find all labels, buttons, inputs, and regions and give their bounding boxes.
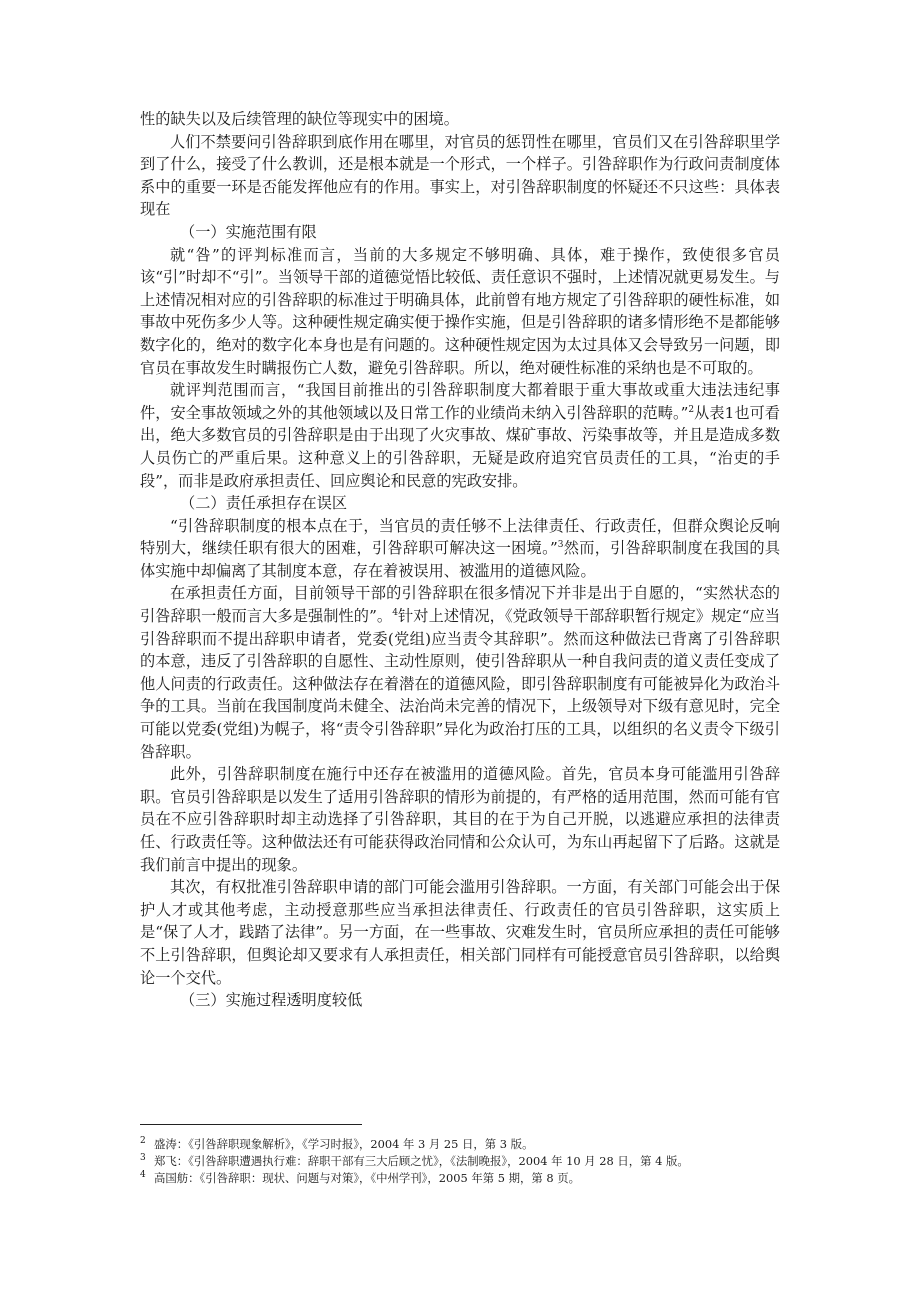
paragraph-text: 就评判范围而言，“我国目前推出的引咎辞职制度大都着眼于重大事故或重大违法违纪事件，安全事故领域之外的其他领域以及日常工作的业绩尚未纳入引咎辞职的范畴。” xyxy=(140,381,780,422)
paragraph: 性的缺失以及后续管理的缺位等现实中的困境。 xyxy=(140,110,459,128)
footnote-ref: 4 xyxy=(392,608,398,618)
section-heading: （三）实施过程透明度较低 xyxy=(180,991,363,1010)
footnote-separator xyxy=(140,1124,362,1125)
paragraph: 此外，引咎辞职制度在施行中还存在被滥用的道德风险。首先，官员本身可能滥用引咎辞职。官员引咎辞职是以发生了适用引咎辞职的情形为前提的，有严格的适用范围，然而可能有官员在不应引咎辞职时却主动选择了引咎辞职，其目的在于为自己开脱，以逃避应承担的法律责任、行政责任等。这种做法还有可能获得政治同情和公众认可，为东山再起留下了后路。这就是我们前言中提出的现象。 xyxy=(140,765,780,874)
document-body xyxy=(140,108,780,1012)
section-heading: （一）实施范围有限 xyxy=(180,222,317,241)
paragraph-text: 然而，引咎辞职制度在我国的具体实施中却偏离了其制度本意，存在着被误用、被滥用的道德风险。 xyxy=(140,539,781,580)
footnotes xyxy=(140,1136,800,1187)
footnote-ref: 3 xyxy=(557,540,564,551)
section-heading: （二）责任承担存在误区 xyxy=(180,494,348,513)
footnote-text: 高国舫：《引咎辞职：现状、问题与对策》，《中州学刊》，2005 年第 5 期，第 8 页。 xyxy=(154,1171,581,1185)
paragraph-text: 针对上述情况，《党政领导干部辞职暂行规定》规定“应当引咎辞职而不提出辞职申请者，党委(党组)应当责令其辞职”。然而这种做法已背离了引咎辞职的本意，违反了引咎辞职的自愿性、主动性原则，使引咎辞职从一种自我问责的道义责任变成了他人问责的行政责任。这种做法存在着潜在的道德风险，即引咎辞职制度有可能被异化为政治斗争的工具。当前在我国制度尚未健全、法治尚未完善的情况下，上级领导对下级有意见时，完全可能以党委(党组)为幌子，将“责令引咎辞职”异化为政治打压的工具，以组织的名义责令下级引咎辞职。 xyxy=(140,607,781,761)
paragraph xyxy=(140,515,780,583)
footnote: 2 盛涛：《引咎辞职现象解析》，《学习时报》，2004 年 3 月 25 日，第 3 版。 xyxy=(140,1136,534,1151)
footnote-text: 盛涛：《引咎辞职现象解析》，《学习时报》，2004 年 3 月 25 日，第 3 版。 xyxy=(154,1137,534,1151)
paragraph-text: 从表1也可看出，绝大多数官员的引咎辞职是由于出现了火灾事故、煤矿事故、污染事故等，并且是造成多数人员伤亡的严重后果。这种意义上的引咎辞职，无疑是政府追究官员责任的工具，“治吏的手段”，而非是政府承担责任、回应舆论和民意的宪政安排。 xyxy=(140,403,780,490)
footnote: 4 高国舫：《引咎辞职：现状、问题与对策》，《中州学刊》，2005 年第 5 期，第 8 页。 xyxy=(140,1170,581,1185)
paragraph xyxy=(140,582,780,763)
paragraph-text: 在承担责任方面，目前领导干部的引咎辞职在很多情况下并非是出于自愿的，“实然状态的引咎辞职一般而言大多是强制性的”。 xyxy=(140,584,780,626)
footnote-text: 郑飞：《引咎辞职遭遇执行难：辞职干部有三大后顾之忧》，《法制晚报》，2004 年 10 月 28 日，第 4 版。 xyxy=(154,1154,689,1168)
paragraph xyxy=(140,379,780,492)
paragraph: 其次，有权批准引咎辞职申请的部门可能会滥用引咎辞职。一方面，有关部门可能会出于保护人才或其他考虑，主动授意那些应当承担法律责任、行政责任的官员引咎辞职，这实质上是“保了人才，践踏了法律”。另一方面，在一些事故、灾难发生时，官员所应承担的责任可能够不上引咎辞职，但舆论却又要求有人承担责任，相关部门同样有可能授意官员引咎辞职，以给舆论一个交代。 xyxy=(140,878,780,987)
footnote: 3 郑飞：《引咎辞职遭遇执行难：辞职干部有三大后顾之忧》，《法制晚报》，2004 年 10 月 28 日，第 4 版。 xyxy=(140,1153,689,1168)
paragraph: 就“咎”的评判标准而言，当前的大多规定不够明确、具体，难于操作，致使很多官员该“引”时却不“引”。当领导干部的道德觉悟比较低、责任意识不强时，上述情况就更易发生。与上述情况相对应的引咎辞职的标准过于明确具体，此前曾有地方规定了引咎辞职的硬性标准，如事故中死伤多少人等。这种硬性规定确实便于操作实施，但是引咎辞职的诸多情形绝不是都能够数字化的，绝对的数字化本身也是有问题的。这种硬性规定因为太过具体又会导致另一问题，即官员在事故发生时瞒报伤亡人数，避免引咎辞职。所以，绝对硬性标准的采纳也是不可取的。 xyxy=(140,245,780,377)
paragraph: 人们不禁要问引咎辞职到底作用在哪里，对官员的惩罚性在哪里，官员们又在引咎辞职里学到了什么，接受了什么教训，还是根本就是一个形式，一个样子。引咎辞职作为行政问责制度体系中的重要一环是否能发挥他应有的作用。事实上，对引咎辞职制度的怀疑还不只这些：具体表现在 xyxy=(140,132,780,219)
footnote-ref: 2 xyxy=(688,404,695,415)
paragraph-text: “引咎辞职制度的根本点在于，当官员的责任够不上法律责任、行政责任，但群众舆论反响特别大，继续任职有很大的困难，引咎辞职可解决这一困境。” xyxy=(140,516,780,558)
